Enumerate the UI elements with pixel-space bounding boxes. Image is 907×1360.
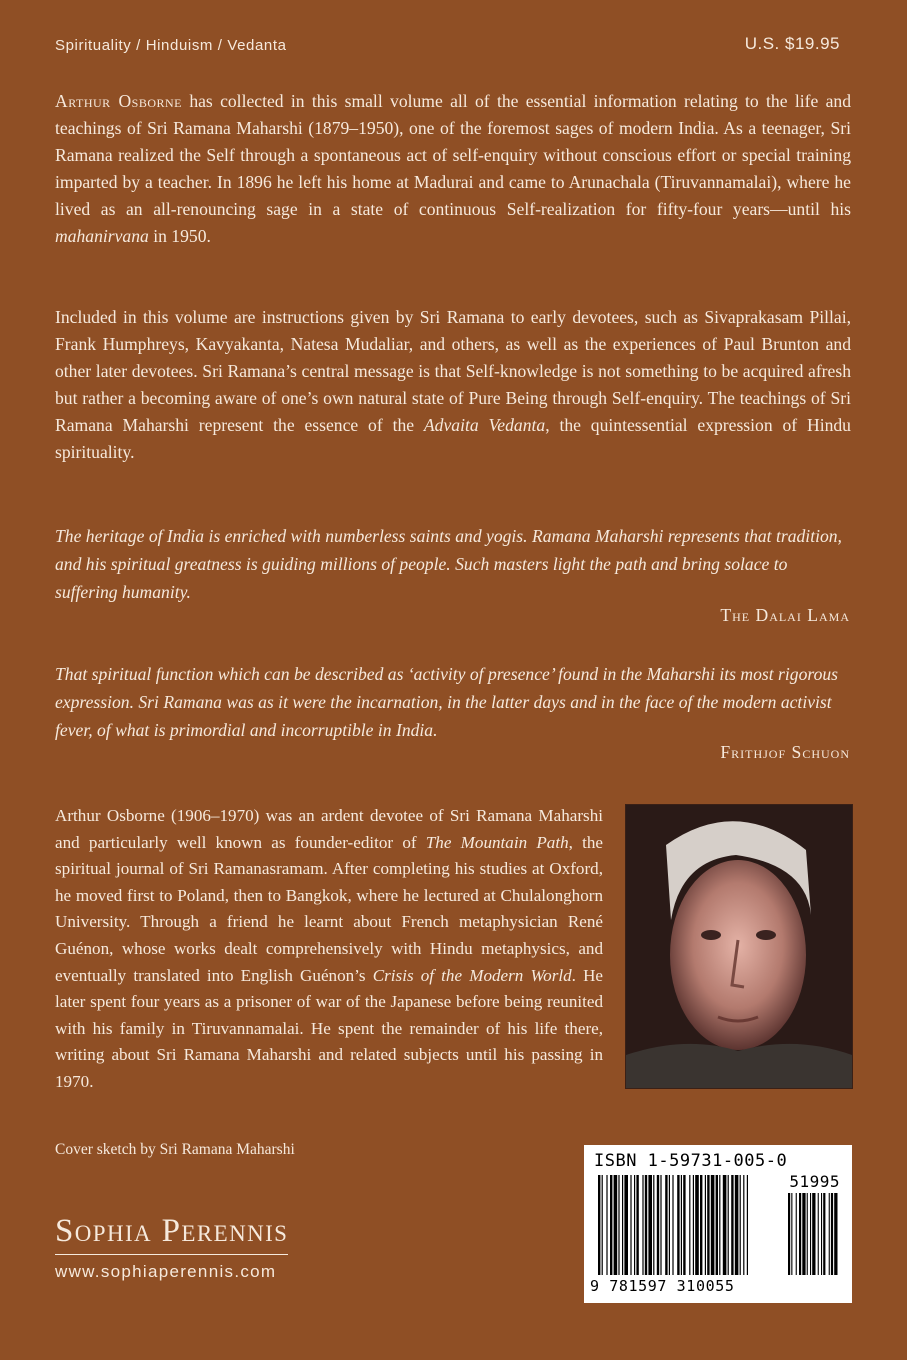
- cover-sketch-credit: Cover sketch by Sri Ramana Maharshi: [55, 1141, 295, 1158]
- publisher-logo: Sophia Perennis: [55, 1213, 288, 1255]
- quote-dalai-lama: The heritage of India is enriched with numberless saints and yogis. Ramana Maharshi represents that tradition, and his spiritual greatness is guiding millions of people. Such masters light the path and bring solace to suffering humanity.: [55, 526, 842, 602]
- price-label: U.S. $19.95: [744, 34, 840, 53]
- quote-schuon: That spiritual function which can be described as ‘activity of presence’ found in the Maharshi its most rigorous expression. Sri Ramana was as it were the incarnation, in the latter days and in the face of the modern activist fever, of what is primordial and incorruptible in India.: [55, 664, 839, 740]
- description-paragraph-2: Included in this volume are instructions given by Sri Ramana to early devotees, such as Sivaprakasam Pillai, Frank Humphreys, Kavyakanta, Natesa Mudaliar, and others, as well as the experiences of Paul Brunton and other later devotees. Sri Ramana’s central message is that Self-knowledge is not something to be acquired afresh but rather a becoming aware of one’s own natural state of Pure Being through Self-enquiry. The teachings of Sri Ramana Maharshi represent the essence of the Advaita Vedanta, the quintessential expression of Hindu spirituality.: [55, 307, 851, 462]
- author-portrait-image: [626, 805, 852, 1088]
- description-paragraph-1: Arthur Osborne has collected in this small volume all of the essential information relating to the life and teachings of Sri Ramana Maharshi (1879–1950), one of the foremost sages of modern India. As a teenager, Sri Ramana realized the Self through a spontaneous act of self-enquiry without conscious effort or special training imparted by a teacher. In 1896 he left his home at Madurai and came to Arunachala (Tiruvannamalai), where he lived as an all-renouncing sage in a state of continuous Self-realization for fifty-four years—until his mahanirvana in 1950.: [55, 91, 851, 246]
- ean-digits: 9 781597 310055: [590, 1277, 735, 1295]
- author-photo: [625, 804, 853, 1089]
- price-code: 51995: [789, 1172, 840, 1191]
- barcode-bars: [598, 1175, 843, 1275]
- category-label: Spirituality / Hinduism / Vedanta: [55, 37, 287, 54]
- quote-attribution: The Dalai Lama: [720, 605, 850, 625]
- quote-attribution: Frithjof Schuon: [720, 742, 850, 762]
- author-bio: Arthur Osborne (1906–1970) was an ardent devotee of Sri Ramana Maharshi and particularly well known as founder-editor of The Mountain Path, the spiritual journal of Sri Ramanasramam. After completing his studies at Oxford, he moved first to Poland, then to Bangkok, where he lectured at Chulalonghorn University. Through a friend he learnt about French metaphysician René Guénon, whose works dealt comprehensively with Hindu metaphysics, and eventually translated into English Guénon’s Crisis of the Modern World. He later spent four years as a prisoner of war of the Japanese before being reunited with his family in Tiruvannamalai. He spent the remainder of his life there, writing about Sri Ramana Maharshi and related subjects until his passing in 1970.: [55, 806, 604, 1091]
- isbn-barcode: [584, 1145, 852, 1303]
- author-name: Arthur Osborne: [55, 91, 183, 111]
- isbn-number: ISBN 1-59731-005-0: [594, 1151, 788, 1171]
- publisher-website: www.sophiaperennis.com: [55, 1262, 277, 1281]
